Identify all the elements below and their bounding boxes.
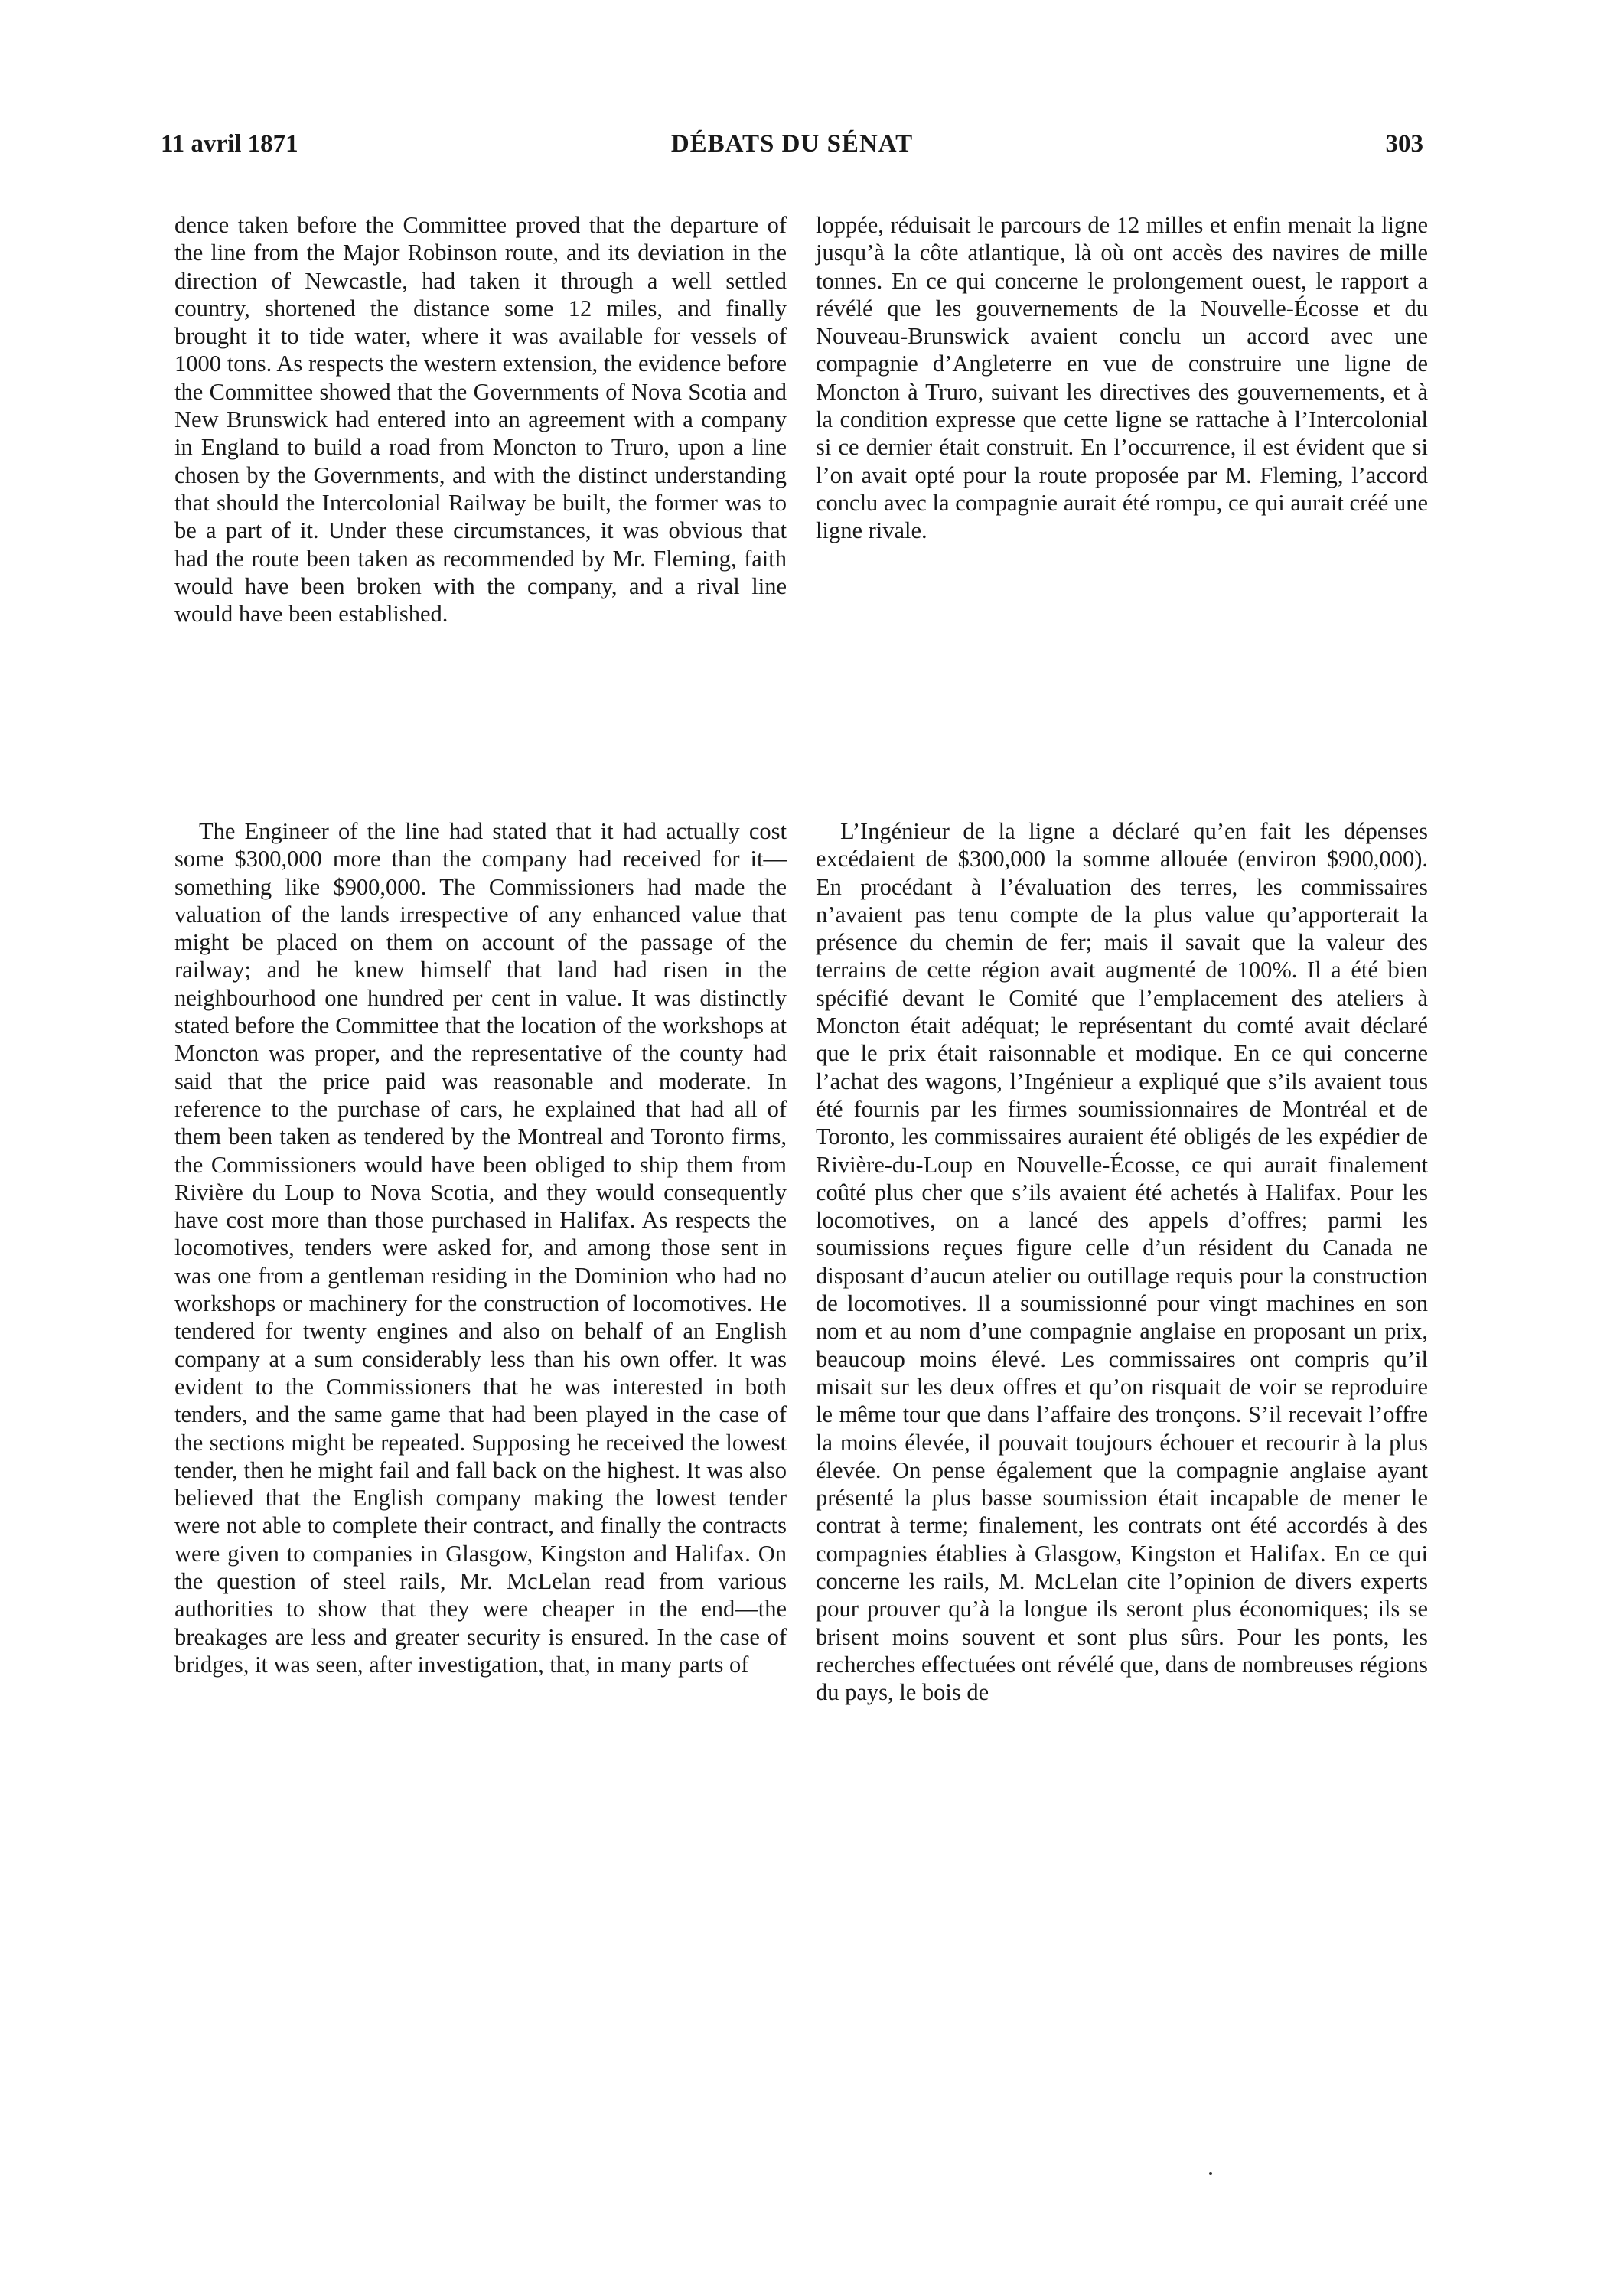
scan-speck	[1209, 2172, 1212, 2175]
english-paragraph-1: dence taken before the Committee proved that the departure of the line from the Major Robinson route, and its deviation in the direction of Newcastle, had taken it through a well settled country, shortened the distance some 12 miles, and finally brought it to tide water, where it was available for vessels of 1000 tons. As respects the western extension, the evidence before the Committee showed that the Governments of Nova Scotia and New Brunswick had entered into an agreement with a company in England to build a road from Moncton to Truro, upon a line chosen by the Governments, and with the distinct understanding that should the Intercolonial Railway be built, the former was to be a part of it. Under these circumstances, it was obvious that had the route been taken as recommended by Mr. Fleming, faith would have been broken with the company, and a rival line would have been established.	[174, 212, 787, 628]
french-column-bottom	[816, 817, 1428, 1707]
french-paragraph-2: L’Ingénieur de la ligne a déclaré qu’en fait les dépenses excédaient de $300,000 la somme allouée (environ $900,000). En procédant à l’évaluation des terres, les commissaires n’avaient pas tenu compte de la plus value qu’apporterait la présence du chemin de fer; mais il savait que la valeur des terrains de cette région avait augmenté de 100%. Il a été bien spécifié devant le Comité que l’emplacement des ateliers à Moncton était adéquat; le représentant du comté avait déclaré que le prix était raisonnable et modique. En ce qui concerne l’achat des wagons, l’Ingénieur a expliqué que s’ils avaient tous été fournis par les firmes soumissionnaires de Montréal et de Toronto, les commissaires auraient été obligés de les expédier de Rivière-du-Loup en Nouvelle-Écosse, ce qui aurait finalement coûté plus cher que s’ils avaient été achetés à Halifax. Pour les locomotives, on a lancé des appels d’offres; parmi les soumissions reçues figure celle d’un résident du Canada ne disposant d’aucun atelier ou outillage requis pour la construction de locomotives. Il a soumissionné pour vingt machines en son nom et au nom d’une compagnie anglaise en proposant un prix, beaucoup moins élevé. Les commissaires ont compris qu’il misait sur les deux offres et qu’on risquait de voir se reproduire le même tour que dans l’affaire des tronçons. S’il recevait l’offre la moins élevée, il pouvait toujours échouer et recourir à la plus élevée. On pense également que la compagnie anglaise ayant présenté la plus basse soumission était incapable de mener le contrat à terme; finalement, les contrats ont été accordés à des compagnies établies à Glasgow, Kingston et Halifax. En ce qui concerne les rails, M. McLelan cite l’opinion de divers experts pour prouver qu’à la longue ils seront plus économiques; ils se brisent moins souvent et sont plus sûrs. Pour les ponts, les recherches effectuées ont révélé que, dans de nombreuses régions du pays, le bois de	[816, 818, 1428, 1706]
french-paragraph-1: loppée, réduisait le parcours de 12 milles et enfin menait la ligne jusqu’à la côte atlantique, là où ont accès des navires de mille tonnes. En ce qui concerne le prolongement ouest, le rapport a révélé que les gouvernements de la Nouvelle-Écosse et du Nouveau-Brunswick avaient conclu un accord avec une compagnie d’Angleterre en vue de construire une ligne de Moncton à Truro, suivant les directives des gouvernements, et à la condition expresse que cette ligne se rattache à l’Intercolonial si ce dernier était construit. En l’occurrence, il est évident que si l’on avait opté pour la route proposée par M. Fleming, l’accord conclu avec la compagnie aurait été rompu, ce qui aurait créé une ligne rivale.	[816, 212, 1428, 544]
english-paragraph-2: The Engineer of the line had stated that it had actually cost some $300,000 more than the company had received for it—something like $900,000. The Commissioners had made the valuation of the lands irrespective of any enhanced value that might be placed on them on account of the passage of the railway; and he knew himself that land had risen in the neighbourhood one hundred per cent in value. It was distinctly stated before the Committee that the location of the workshops at Moncton was proper, and the representative of the county had said that the price paid was reasonable and moderate. In reference to the purchase of cars, he explained that had all of them been taken as tendered by the Montreal and Toronto firms, the Commissioners would have been obliged to ship them from Rivière du Loup to Nova Scotia, and they would consequently have cost more than those purchased in Halifax. As respects the locomotives, tenders were asked for, and among those sent in was one from a gentleman residing in the Dominion who had no workshops or machinery for the construction of locomotives. He tendered for twenty engines and also on behalf of an English company at a sum considerably less than his own offer. It was evident to the Commissioners that he was interested in both tenders, and the same game that had been played in the case of the sections might be repeated. Supposing he received the lowest tender, then he might fail and fall back on the highest. It was also believed that the English company making the lowest tender were not able to complete their contract, and finally the contracts were given to companies in Glasgow, Kingston and Halifax. On the question of steel rails, Mr. McLelan read from various authorities to show that they were cheaper in the end—the breakages are less and greater security is ensured. In the case of bridges, it was seen, after investigation, that, in many parts of	[174, 818, 787, 1678]
english-column-bottom	[174, 817, 787, 1678]
french-column-top	[816, 211, 1428, 545]
page-number: 303	[1385, 130, 1423, 158]
header-date: 11 avril 1871	[161, 130, 298, 158]
running-head	[161, 130, 1423, 168]
english-column-top	[174, 211, 787, 628]
page-title: DÉBATS DU SÉNAT	[670, 130, 914, 158]
